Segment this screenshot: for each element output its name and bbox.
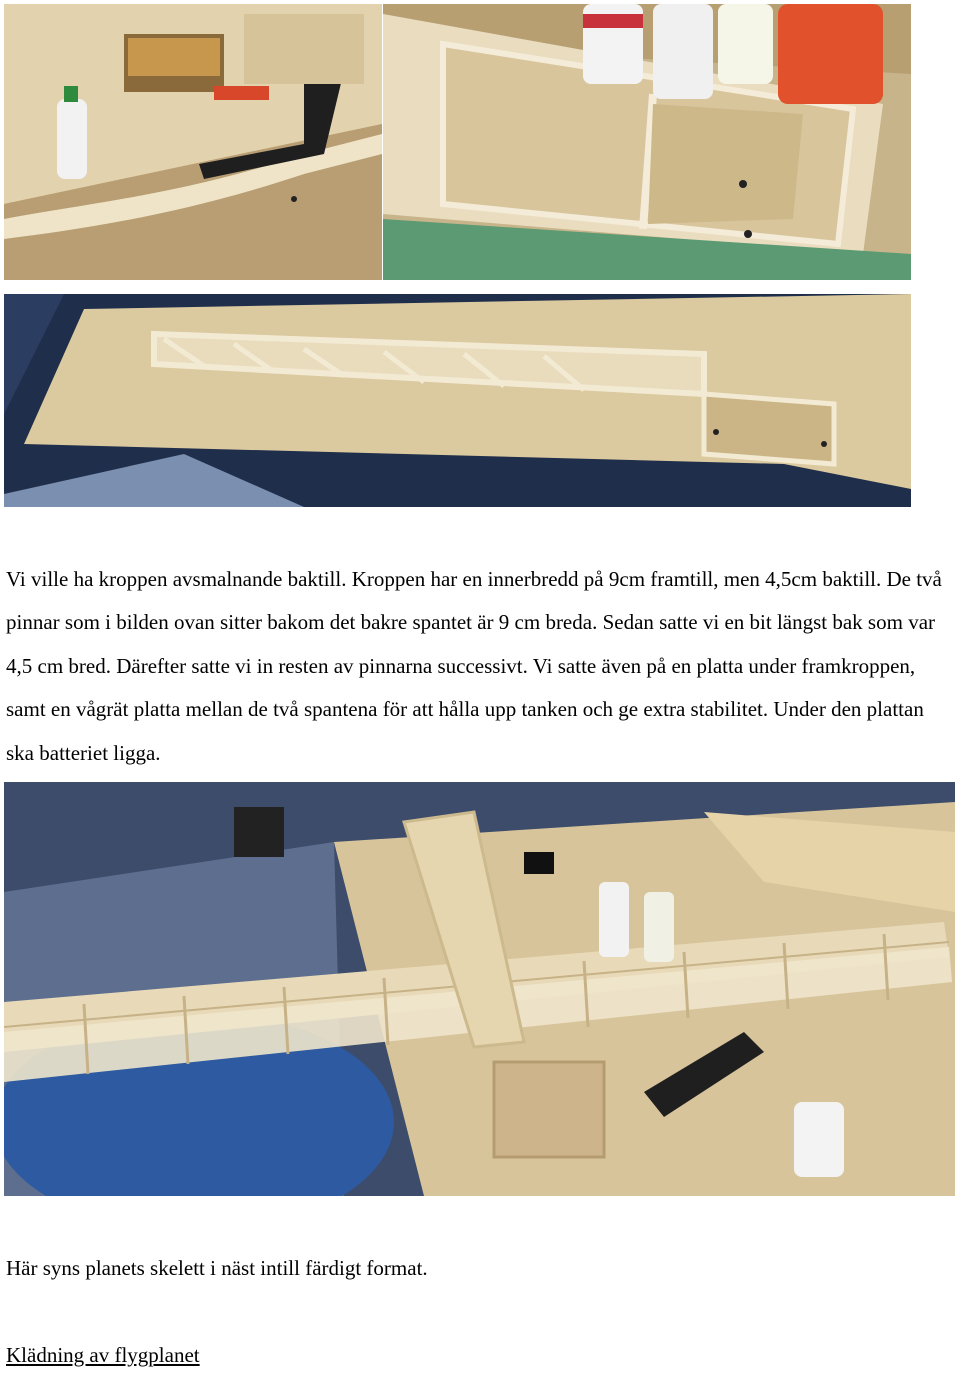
photo-wing-skeleton (4, 782, 955, 1196)
link-covering-page[interactable]: Klädning av flygplanet (6, 1343, 200, 1367)
body-paragraph-fuselage: Vi ville ha kroppen avsmalnande baktill. Kroppen har en innerbredd på 9cm framtill, men 4,5cm baktill. De två pinnar som i bilden ovan sitter bakom det bakre spantet är 9 cm breda. Sedan satte vi en bit längst bak som var 4,5 cm bred. Därefter satte vi in resten av pinnarna successivt. Vi satte även på en platta under framkroppen, samt en vågrät platta mellan de två spantena för att hålla upp tanken och ge extra stabilitet. Under den plattan ska batteriet ligga. (6, 567, 942, 765)
body-paragraph-wing: Här syns planets skelett i näst intill färdigt format. (6, 1256, 428, 1280)
photo-fuselage-jig-tools (4, 4, 382, 280)
photo-fuselage-box-bottles (383, 4, 911, 280)
photo-fuselage-side-truss (4, 294, 911, 507)
